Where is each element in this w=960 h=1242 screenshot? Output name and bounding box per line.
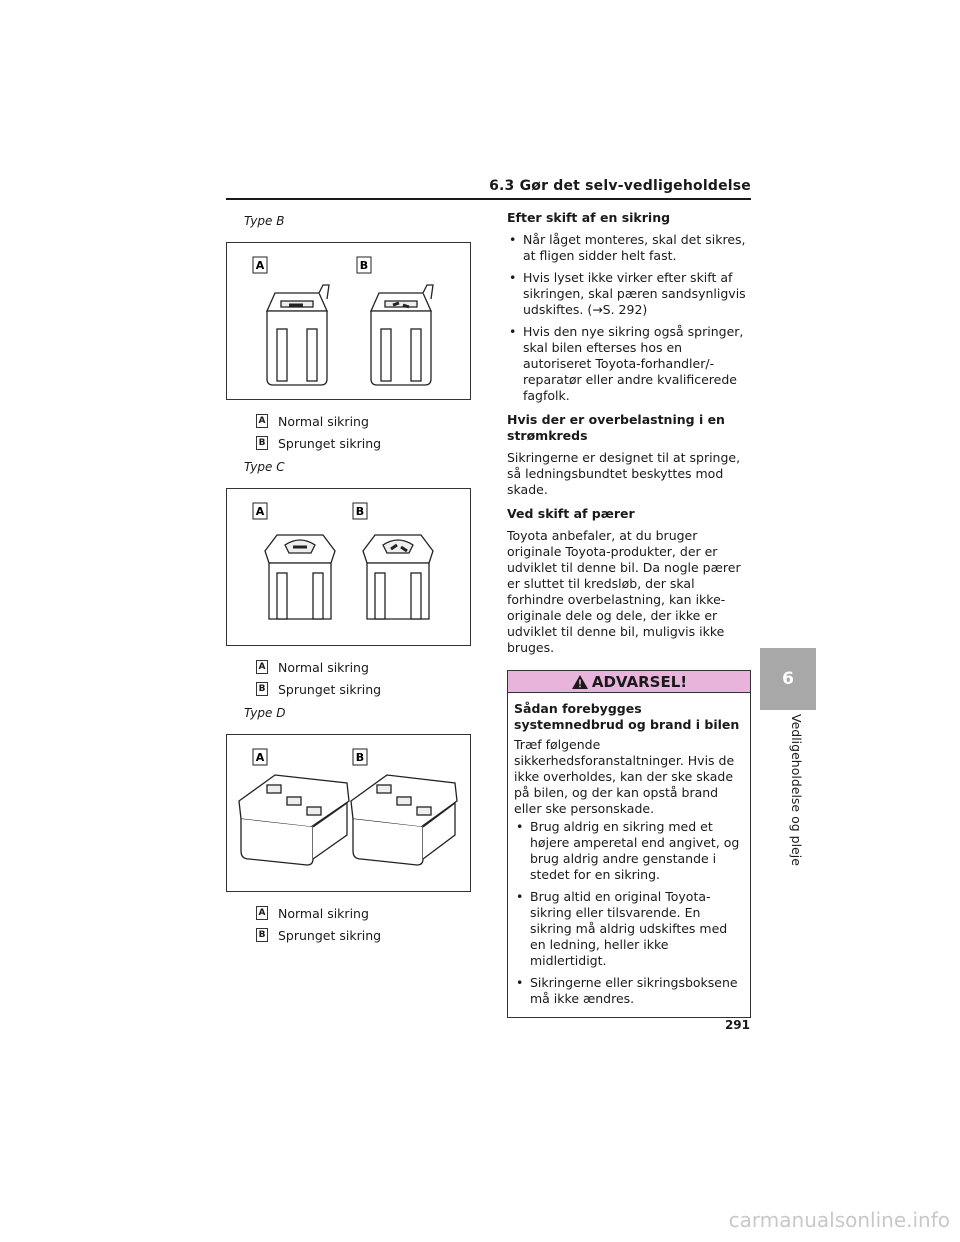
normal-fuse-icon <box>265 535 335 619</box>
header-divider <box>226 198 751 200</box>
legend-item <box>256 678 471 700</box>
blown-fuse-icon <box>351 775 457 865</box>
legend-item <box>256 656 471 678</box>
svg-text:A: A <box>255 505 265 518</box>
legend-badge: A <box>256 660 268 674</box>
warning-body <box>508 693 750 1017</box>
section-title-after-fuse-change: Efter skift af en sikring <box>507 210 671 225</box>
normal-fuse-icon <box>267 285 329 385</box>
section-header: 6.3 Gør det selv-vedligeholdelse <box>489 178 751 194</box>
chapter-label-text: Vedligeholdelse og pleje <box>789 714 804 866</box>
badge-a <box>253 257 267 273</box>
legend-item <box>256 410 471 432</box>
warning-title: Sådan forebygges systemnedbrud og brand i bilen <box>514 701 740 732</box>
watermark: carmanualsonline.info <box>728 1208 950 1232</box>
legend-type-c <box>256 656 471 700</box>
paragraph-bulb-change: Toyota anbefaler, at du bruger originale Toyota-produkter, der er udviklet til denne bil. Da nogle pærer er sluttet til kredsløb, der skal forhindre overbelastning, kan ikke-originale dele og dele, der ikke er udviklet til denne bil, muligvis ikke bruges. <box>507 528 741 655</box>
svg-text:A: A <box>255 751 265 764</box>
legend-text: Sprunget sikring <box>278 681 382 697</box>
badge-a <box>253 503 267 519</box>
warning-bullet: • Brug altid en original Toyota-sikring eller tilsvarende. En sikring må aldrig udskiftes med en ledning, heller ikke midlertidigt. <box>514 889 744 969</box>
blown-fuse-icon <box>371 285 433 385</box>
legend-text: Normal sikring <box>278 659 369 675</box>
legend-badge: B <box>256 928 268 942</box>
svg-text:A: A <box>255 259 265 272</box>
legend-text: Normal sikring <box>278 413 369 429</box>
blown-fuse-icon <box>363 535 433 619</box>
fuse-illustration-type-b <box>227 243 470 399</box>
left-column <box>226 208 471 946</box>
legend-text: Sprunget sikring <box>278 927 382 943</box>
legend-badge: B <box>256 682 268 696</box>
svg-text:B: B <box>359 259 369 272</box>
legend-item <box>256 902 471 924</box>
legend-type-b <box>256 410 471 454</box>
legend-text: Normal sikring <box>278 905 369 921</box>
normal-fuse-icon <box>239 775 349 865</box>
fuse-illustration-type-c <box>227 489 470 645</box>
legend-type-d <box>256 902 471 946</box>
chapter-side-label <box>788 714 806 874</box>
svg-text:B: B <box>355 751 365 764</box>
warning-header <box>508 671 750 693</box>
badge-b <box>357 257 371 273</box>
page-number: 291 <box>724 1018 750 1032</box>
warning-triangle-icon <box>571 674 589 690</box>
warning-box <box>507 670 751 1018</box>
badge-b <box>353 503 367 519</box>
legend-text: Sprunget sikring <box>278 435 382 451</box>
right-column <box>507 208 751 1018</box>
legend-item <box>256 924 471 946</box>
fuse-illustration-type-d <box>227 735 470 891</box>
warning-bullet: • Brug aldrig en sikring med et højere amperetal end angivet, og brug aldrig andre genstande i stedet for en sikring. <box>514 819 744 883</box>
chapter-tab: 6 <box>760 648 816 710</box>
svg-text:B: B <box>355 505 365 518</box>
warning-heading: ADVARSEL! <box>591 672 688 691</box>
legend-badge: A <box>256 906 268 920</box>
bullet-item: • Hvis lyset ikke virker efter skift af sikringen, skal pæren sandsynligvis udskiftes. (→S. 292) <box>507 270 751 318</box>
legend-item <box>256 432 471 454</box>
bullet-item: • Hvis den nye sikring også springer, skal bilen efterses hos en autoriseret Toyota-forhandler/-reparatør eller andre kvalificerede fagfolk. <box>507 324 751 404</box>
bullet-item: • Når låget monteres, skal det sikres, at fligen sidder helt fast. <box>507 232 751 264</box>
badge-b <box>353 749 367 765</box>
fuse-figure-type-d <box>226 734 471 892</box>
fuse-figure-type-b <box>226 242 471 400</box>
paragraph-overload: Sikringerne er designet til at springe, så ledningsbundtet beskyttes mod skade. <box>507 450 741 497</box>
legend-badge: B <box>256 436 268 450</box>
type-label-d: Type D <box>244 706 286 720</box>
section-title-overload: Hvis der er overbelastning i en strømkreds <box>507 412 725 443</box>
legend-badge: A <box>256 414 268 428</box>
type-label-c: Type C <box>244 460 285 474</box>
type-label-b: Type B <box>244 214 285 228</box>
warning-bullet: • Sikringerne eller sikringsboksene må ikke ændres. <box>514 975 744 1007</box>
fuse-figure-type-c <box>226 488 471 646</box>
warning-intro: Træf følgende sikkerhedsforanstaltninger. Hvis de ikke overholdes, kan der ske skade på bilen, og der kan opstå brand eller ske personskade. <box>514 737 735 816</box>
section-title-bulb-change: Ved skift af pærer <box>507 506 635 521</box>
badge-a <box>253 749 267 765</box>
